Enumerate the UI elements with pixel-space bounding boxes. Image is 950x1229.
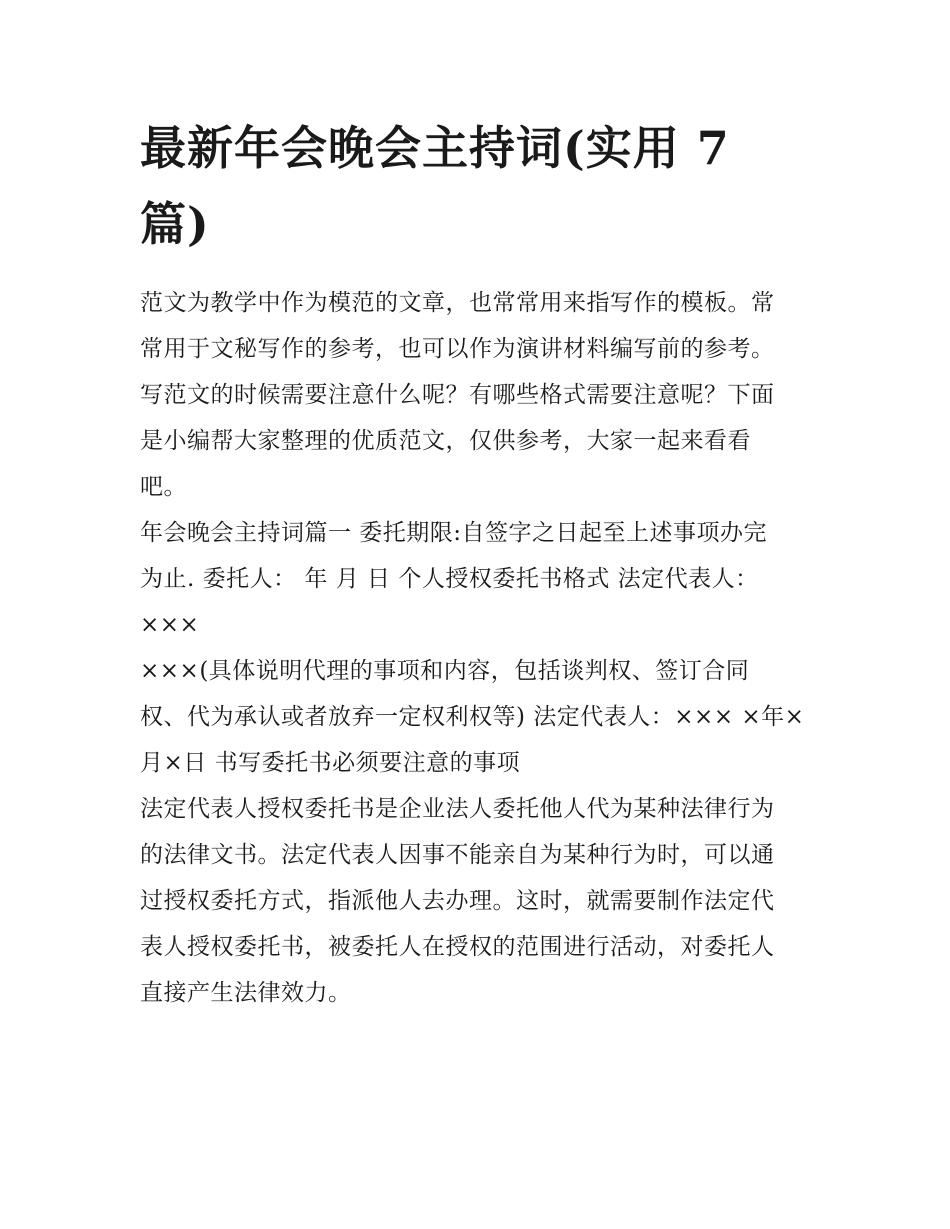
title-line: 最新年会晚会主持词(实用 7 (140, 121, 730, 175)
text-line: 常用于文秘写作的参考，也可以作为演讲材料编写前的参考。 (140, 336, 775, 362)
document-content (140, 110, 820, 1016)
text-line: ×××(具体说明代理的事项和内容，包括谈判权、签订合同 (140, 658, 750, 684)
text-line: ××× (140, 612, 200, 638)
text-line: 表人授权委托书，被委托人在授权的范围进行活动，对委托人 (140, 934, 775, 960)
intro-paragraph (140, 280, 820, 510)
text-line: 过授权委托方式，指派他人去办理。这时，就需要制作法定代 (140, 888, 775, 914)
document-title (140, 110, 820, 262)
text-line: 月×日 书写委托书必须要注意的事项 (140, 750, 521, 776)
body-paragraph (140, 786, 820, 1016)
text-line: 写范文的时候需要注意什么呢？有哪些格式需要注意呢？下面 (140, 382, 775, 408)
text-line: 吧。 (140, 474, 187, 500)
text-line: 为止. 委托人： 年 月 日 个人授权委托书格式 法定代表人： (140, 566, 759, 592)
text-line: 年会晚会主持词篇一 委托期限:自签字之日起至上述事项办完 (140, 520, 768, 546)
section-paragraph (140, 510, 820, 786)
title-line: 篇) (140, 197, 210, 251)
text-line: 直接产生法律效力。 (140, 980, 352, 1006)
text-line: 的法律文书。法定代表人因事不能亲自为某种行为时，可以通 (140, 842, 775, 868)
text-line: 范文为教学中作为模范的文章，也常常用来指写作的模板。常 (140, 290, 775, 316)
text-line: 权、代为承认或者放弃一定权利权等) 法定代表人：××× ×年× (140, 704, 805, 730)
text-line: 法定代表人授权委托书是企业法人委托他人代为某种法律行为 (140, 796, 775, 822)
text-line: 是小编帮大家整理的优质范文，仅供参考，大家一起来看看 (140, 428, 751, 454)
